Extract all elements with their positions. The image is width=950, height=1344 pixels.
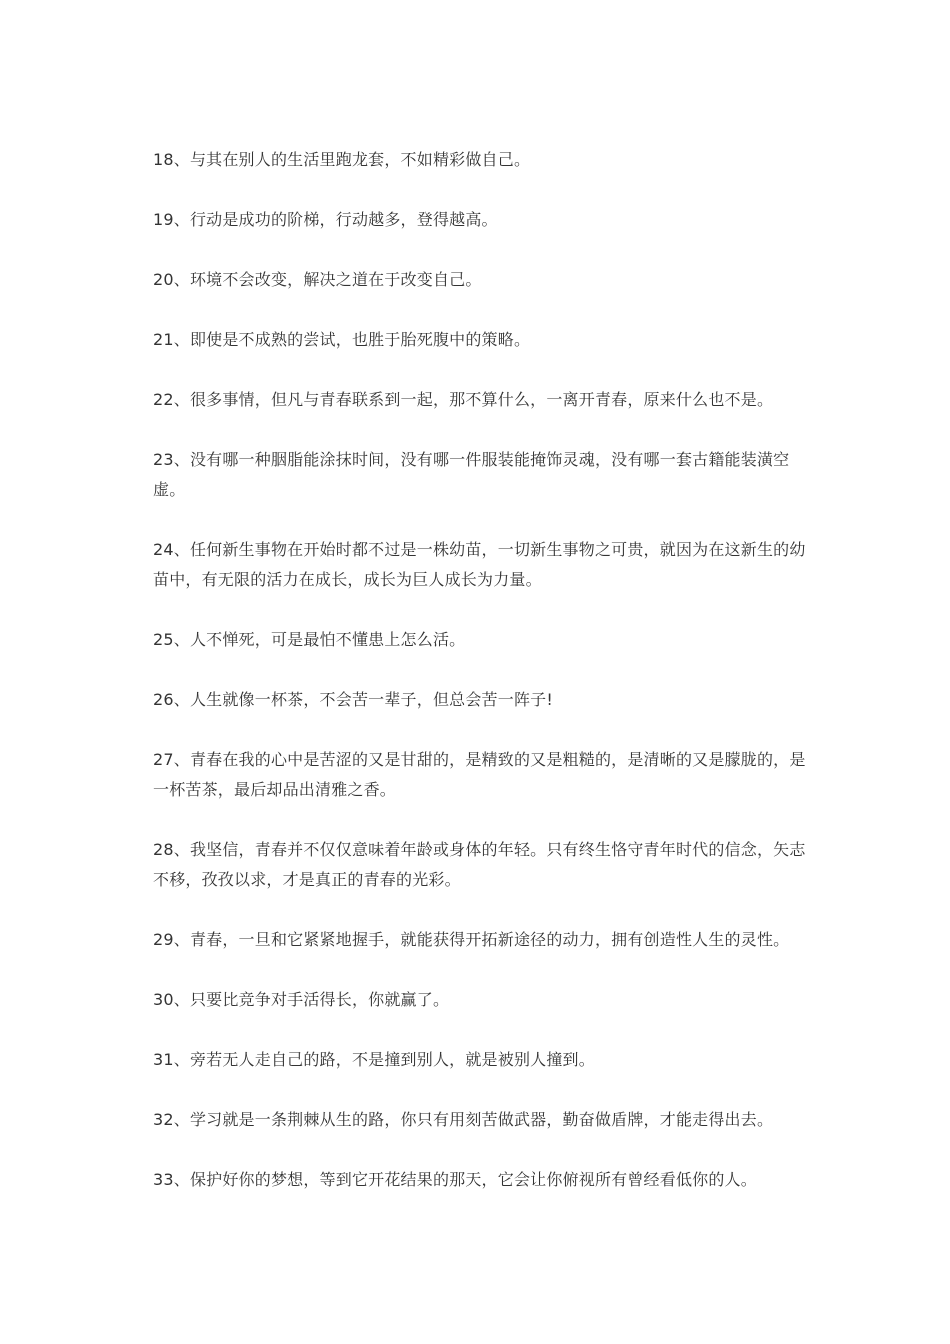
quote-32: 32、学习就是一条荆棘从生的路，你只有用刻苦做武器，勤奋做盾牌，才能走得出去。 xyxy=(153,1110,774,1129)
quote-22: 22、很多事情，但凡与青春联系到一起，那不算什么，一离开青春，原来什么也不是。 xyxy=(153,390,774,409)
quote-25: 25、人不惮死，可是最怕不懂患上怎么活。 xyxy=(153,630,466,649)
quote-31: 31、旁若无人走自己的路，不是撞到别人，就是被别人撞到。 xyxy=(153,1050,595,1069)
quote-24: 24、任何新生事物在开始时都不过是一株幼苗，一切新生事物之可贵，就因为在这新生的幼苗中，有无限的活力在成长，成长为巨人成长为力量。 xyxy=(153,540,806,589)
quote-26: 26、人生就像一杯茶，不会苦一辈子，但总会苦一阵子! xyxy=(153,690,553,709)
quote-28: 28、我坚信，青春并不仅仅意味着年龄或身体的年轻。只有终生恪守青年时代的信念，矢志不移，孜孜以求，才是真正的青春的光彩。 xyxy=(153,840,806,889)
quote-20: 20、环境不会改变，解决之道在于改变自己。 xyxy=(153,270,482,289)
quote-list xyxy=(153,145,808,1225)
quote-23: 23、没有哪一种胭脂能涂抹时间，没有哪一件服装能掩饰灵魂，没有哪一套古籍能装潢空虚。 xyxy=(153,450,790,499)
quote-33: 33、保护好你的梦想，等到它开花结果的那天，它会让你俯视所有曾经看低你的人。 xyxy=(153,1170,757,1189)
quote-27: 27、青春在我的心中是苦涩的又是甘甜的，是精致的又是粗糙的，是清晰的又是朦胧的，是一杯苦茶，最后却品出清雅之香。 xyxy=(153,750,806,799)
quote-21: 21、即使是不成熟的尝试，也胜于胎死腹中的策略。 xyxy=(153,330,531,349)
quote-19: 19、行动是成功的阶梯，行动越多，登得越高。 xyxy=(153,210,498,229)
quote-30: 30、只要比竞争对手活得长，你就赢了。 xyxy=(153,990,450,1009)
quote-29: 29、青春，一旦和它紧紧地握手，就能获得开拓新途径的动力，拥有创造性人生的灵性。 xyxy=(153,930,790,949)
quote-18: 18、与其在别人的生活里跑龙套，不如精彩做自己。 xyxy=(153,150,531,169)
